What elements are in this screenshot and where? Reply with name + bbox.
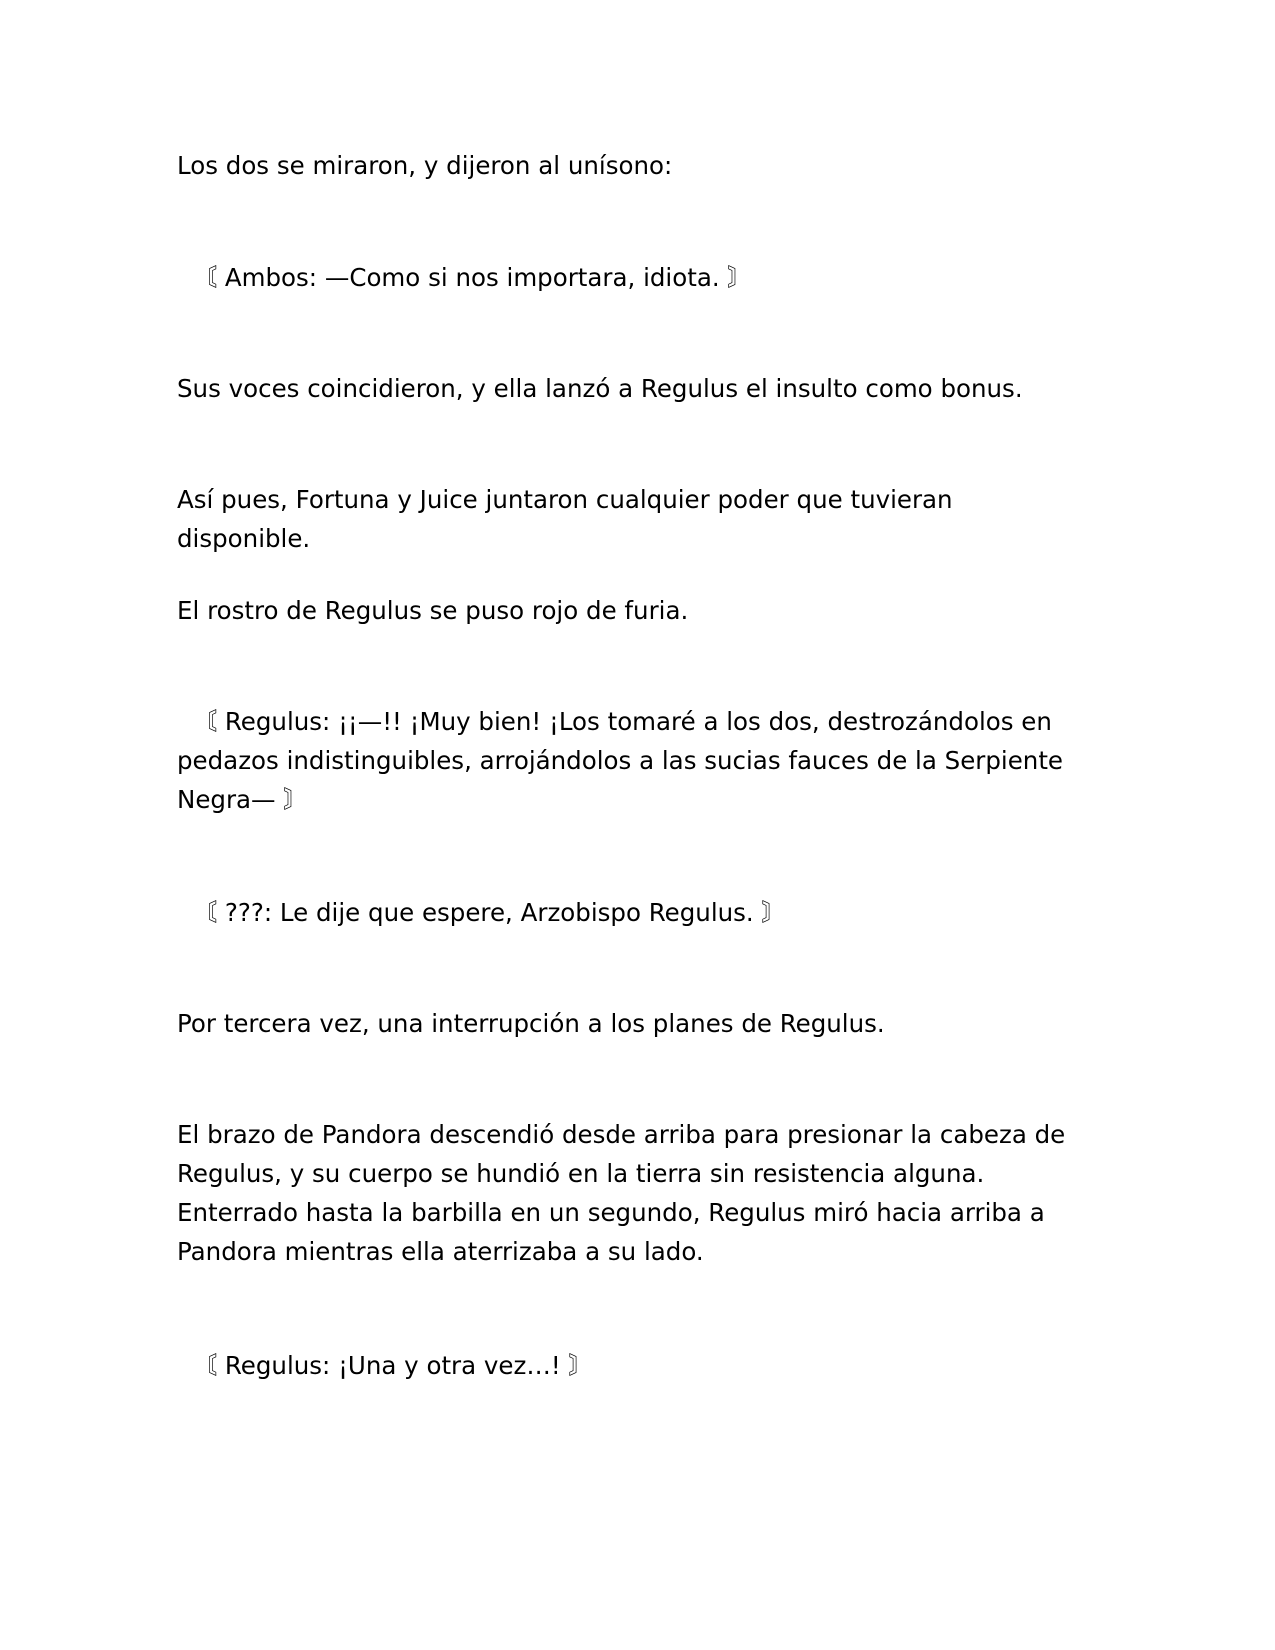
narration-paragraph: Así pues, Fortuna y Juice juntaron cualquier poder que tuvieran disponible. xyxy=(177,485,953,553)
narration-paragraph: Los dos se miraron, y dijeron al unísono: xyxy=(177,151,673,180)
narration-paragraph: El rostro de Regulus se puso rojo de furia. xyxy=(177,596,689,625)
narration-paragraph: El brazo de Pandora descendió desde arriba para presionar la cabeza de Regulus, y su cuerpo se hundió en la tierra sin resistencia alguna. Enterrado hasta la barbilla en un segundo, Regulus miró hacia arriba a Pandora mientras ella aterrizaba a su lado. xyxy=(177,1120,1066,1266)
dialogue-line-ambos: 〘 Ambos: —Como si nos importara, idiota. 〙 xyxy=(177,263,752,292)
dialogue-line-regulus: 〘 Regulus: ¡Una y otra vez…! 〙 xyxy=(177,1351,593,1380)
narration-paragraph: Sus voces coincidieron, y ella lanzó a Regulus el insulto como bonus. xyxy=(177,374,1023,403)
narration-paragraph: Por tercera vez, una interrupción a los planes de Regulus. xyxy=(177,1009,885,1038)
dialogue-line-regulus: 〘 Regulus: ¡¡—!! ¡Muy bien! ¡Los tomaré a los dos, destrozándolos en pedazos indistinguibles, arrojándolos a las sucias fauces de la Serpiente Negra— 〙 xyxy=(177,707,1071,814)
dialogue-line-unknown: 〘 ???: Le dije que espere, Arzobispo Regulus. 〙 xyxy=(177,898,786,927)
